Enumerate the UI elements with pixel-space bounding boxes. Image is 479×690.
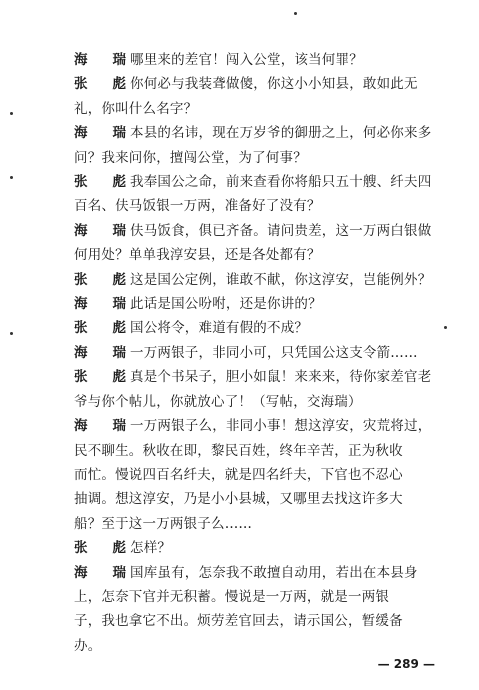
scan-speck: [10, 112, 13, 115]
speech-line: 爷与你个帖儿，你就放心了！（写帖，交海瑞）: [74, 393, 362, 410]
speaker-name: [74, 316, 126, 340]
speaker-char: 瑞: [112, 564, 126, 581]
speaker-char: 瑞: [112, 52, 126, 68]
speech-line: 船？至于这一万两银子么……: [74, 515, 253, 532]
scan-speck: [294, 12, 297, 15]
speaker-char: 海: [74, 418, 88, 435]
speaker-char: 彪: [112, 540, 126, 557]
speaker-char: 彪: [112, 320, 126, 337]
speaker-char: 张: [74, 369, 88, 386]
speech-line: 这是国公定例，谁敢不献，你这淳安，岂能例外？: [130, 271, 432, 288]
dialogue-entry: [74, 121, 454, 170]
scan-speck: [10, 332, 13, 335]
speech-line: 一万两银子，非同小可，只凭国公这支令箭……: [130, 344, 418, 361]
speaker-char: 海: [74, 125, 88, 142]
speaker-char: 海: [74, 564, 88, 581]
dialogue-entry: [74, 72, 454, 121]
speech-line: 问？我来问你，擅闯公堂，为了何事？: [74, 149, 307, 166]
speech-line: 此话是国公吩咐，还是你讲的？: [130, 296, 322, 313]
speaker-char: 张: [74, 76, 88, 93]
speech-line: 你何必与我装聋做傻，你这小小知县，敢如此无: [130, 76, 418, 93]
dialogue-entry: [74, 219, 454, 268]
speaker-char: 海: [74, 222, 88, 239]
speaker-name: [74, 48, 126, 72]
speech-line: 哪里来的差官！闯入公堂，该当何罪？: [130, 52, 363, 68]
dialogue-entry: [74, 561, 454, 659]
speaker-char: 瑞: [112, 344, 126, 361]
scan-speck: [10, 176, 13, 179]
speaker-char: 张: [74, 174, 88, 191]
dialogue-entry: [74, 316, 454, 340]
speaker-char: 海: [74, 344, 88, 361]
speaker-name: [74, 170, 126, 194]
speaker-name: [74, 72, 126, 96]
dialogue-entry: [74, 170, 454, 219]
dialogue-text: [74, 48, 454, 658]
speaker-name: [74, 219, 126, 243]
speaker-char: 彪: [112, 271, 126, 288]
speaker-char: 彪: [112, 76, 126, 93]
dialogue-entry: [74, 536, 454, 560]
speech-line: 国公将令，难道有假的不成？: [130, 320, 309, 337]
speaker-name: [74, 365, 126, 389]
speech-line: 伕马饭食，俱已齐备。请问贵差，这一万两白银做: [130, 222, 432, 239]
speech-line: 怎样？: [130, 540, 172, 557]
speaker-char: 瑞: [112, 222, 126, 239]
dialogue-entry: [74, 341, 454, 365]
speaker-name: [74, 268, 126, 292]
speech-line: 我奉国公之命，前来查看你将船只五十艘、纤夫四: [130, 174, 432, 191]
speaker-char: 瑞: [112, 296, 126, 313]
dialogue-entry: [74, 414, 454, 536]
speech-line: 上，怎奈下官并无积蓄。慢说是一万两，就是一两银: [74, 588, 390, 605]
speaker-name: [74, 536, 126, 560]
speaker-name: [74, 561, 126, 585]
speaker-char: 彪: [112, 174, 126, 191]
dialogue-entry: [74, 365, 454, 414]
speech-line: 抽调。想这淳安，乃是小小县城，又哪里去找这许多大: [74, 491, 403, 508]
speaker-char: 张: [74, 320, 88, 337]
speech-line: 礼，你叫什么名字？: [74, 100, 198, 117]
speaker-name: [74, 414, 126, 438]
speaker-char: 张: [74, 540, 88, 557]
speech-line: 而忙。慢说四百名纤夫，就是四名纤夫，下官也不忍心: [74, 466, 403, 483]
dialogue-entry: [74, 268, 454, 292]
speech-line: 本县的名讳，现在万岁爷的御册之上，何必你来多: [130, 125, 432, 142]
speech-line: 真是个书呆子，胆小如鼠！来来来，待你家差官老: [130, 369, 432, 386]
speaker-char: 张: [74, 271, 88, 288]
page-number: — 289 —: [377, 657, 435, 671]
speech-line: 民不聊生。秋收在即，黎民百姓，终年辛苦，正为秋收: [74, 442, 403, 459]
speaker-char: 彪: [112, 369, 126, 386]
speech-line: 百名、伕马饭银一万两，准备好了没有？: [74, 198, 321, 215]
speaker-name: [74, 341, 126, 365]
speech-line: 一万两银子么，非同小事！想这淳安，灾荒将过，: [130, 418, 432, 435]
speaker-char: 海: [74, 52, 88, 68]
speech-line: 国库虽有，怎奈我不敢擅自动用，若出在本县身: [130, 564, 418, 581]
speech-line: 子，我也拿它不出。烦劳差官回去，请示国公，暂缓备: [74, 613, 403, 630]
speaker-char: 瑞: [112, 418, 126, 435]
speaker-char: 瑞: [112, 125, 126, 142]
speaker-char: 海: [74, 296, 88, 313]
dialogue-entry: [74, 292, 454, 316]
speaker-name: [74, 121, 126, 145]
speech-line: 何用处？单单我淳安县，还是各处都有？: [74, 247, 321, 264]
dialogue-entry: [74, 48, 454, 72]
speaker-name: [74, 292, 126, 316]
speech-line: 办。: [74, 637, 102, 654]
